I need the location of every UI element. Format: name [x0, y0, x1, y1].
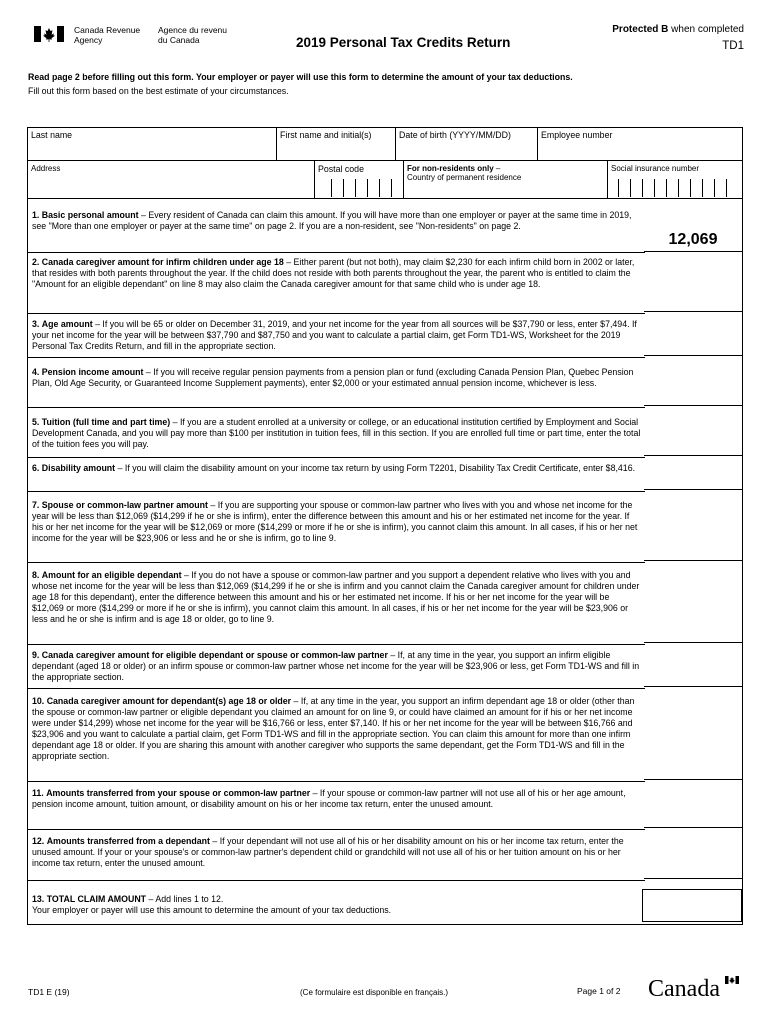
line-10-amount[interactable]	[644, 779, 742, 780]
line-9-amount[interactable]	[644, 686, 742, 687]
address-label: Address	[31, 164, 61, 173]
line-separator	[28, 407, 645, 408]
line-3: 3. Age amount – If you will be 65 or older on December 31, 2019, and your net income for the year from all sources will be $37,790 or less, enter $7,494. If your net income for the year will be between $37,790 and $87,750 and you want to calculate a partial claim, get Form TD1-WS, Worksheet for the 2019 Personal Tax Credits Return, and fill in the appropriate section.	[32, 319, 637, 351]
canada-wordmark: Canada	[648, 976, 720, 1002]
line-separator	[28, 491, 645, 492]
line-11: 11. Amounts transferred from your spouse or common-law partner – If your spouse or common-law partner will not use all of his or her age amount, pension income amount, tuition amount, or disability amount on his or her income tax return, enter the unused amount.	[32, 788, 626, 809]
wordmark-flag-icon	[725, 976, 739, 984]
line-10: 10. Canada caregiver amount for dependant(s) age 18 or older – If, at any time in the year, you support an infirm dependant age 18 or older (other than the spouse or common-law partner or eligible dependant you claimed an amount for on line 9, or could have claimed an amount for if his or her net income were under $14,299) whose net income for the year will be $16,766 or less, enter $7,140. If his or her net income for the year will be between $16,766 and $23,906 and you want to calculate a partial claim, get Form TD1-WS and fill in the appropriate section. You can claim this amount for more than one infirm dependant age 18 or older. If you are sharing this amount with another caregiver who supports the same dependant, get the Form TD1-WS and fill in the appropriate section.	[32, 696, 635, 761]
line-7-amount[interactable]	[644, 560, 742, 561]
sin-boxes	[618, 179, 738, 197]
country-label: Country of permanent residence	[407, 173, 522, 182]
page-number: Page 1 of 2	[577, 986, 621, 996]
protected-notice: Protected B when completed	[612, 24, 744, 35]
claim-lines-section	[27, 199, 743, 925]
line-3-amount[interactable]	[644, 355, 742, 356]
intro-line: Fill out this form based on the best estimate of your circumstances.	[28, 86, 289, 96]
form-identifier: TD1 E (19)	[28, 987, 70, 997]
postal-code-label: Postal code	[318, 164, 364, 174]
identification-section	[27, 127, 743, 199]
canada-flag-icon	[34, 26, 64, 42]
intro-line-bold: Read page 2 before filling out this form. Your employer or payer will use this form to determine the amount of your tax deductions.	[28, 72, 573, 82]
line-separator	[28, 252, 645, 253]
first-name-field[interactable]	[277, 128, 396, 160]
line-separator	[28, 644, 645, 645]
agency-name-english: Canada Revenue Agency	[74, 25, 141, 45]
line-12-amount[interactable]	[644, 878, 742, 879]
line-12: 12. Amounts transferred from a dependant – If your dependant will not use all of his or her disability amount on his or her income tax return, enter the unused amount. If your or your spouse's or common-law partner's dependent child or grandchild will not use all of his or her tuition amount on his or her income tax return, enter the unused amount.	[32, 836, 624, 868]
line-5-amount[interactable]	[644, 455, 742, 456]
form-header	[34, 22, 744, 52]
intro-instructions	[28, 70, 748, 98]
line-4-amount[interactable]	[644, 405, 742, 406]
line-5: 5. Tuition (full time and part time) – If you are a student enrolled at a university or college, or an educational institution certified by Employment and Social Development Canada, and you will pay more than $100 per institution in tuition fees, fill in this section. If you are enrolled full time or part time, enter the total of the tuition fees you will pay.	[32, 417, 641, 449]
sin-label: Social insurance number	[611, 164, 700, 173]
form-code: TD1	[722, 40, 744, 52]
last-name-field[interactable]	[28, 128, 277, 160]
line-4: 4. Pension income amount – If you will receive regular pension payments from a pension plan or fund (excluding Canada Pension Plan, Quebec Pension Plan, Old Age Security, or Guaranteed Income Supplement payments), enter $2,000 or your estimated annual pension income, whichever is less.	[32, 367, 634, 388]
postal-code-field[interactable]	[314, 161, 403, 198]
line-separator	[28, 313, 645, 314]
agency-name-french: Agence du revenu du Canada	[158, 25, 227, 45]
first-name-label: First name and initial(s)	[280, 130, 372, 140]
french-availability-note: (Ce formulaire est disponible en français.)	[300, 988, 449, 997]
line-2-amount[interactable]	[644, 311, 742, 312]
total-claim-amount-box[interactable]	[642, 889, 742, 922]
line-9: 9. Canada caregiver amount for eligible dependant or spouse or common-law partner – If, at any time in the year, you support an infirm eligible dependant (aged 18 or older) or an infirm spouse or common-law partner whose net income for the year will be $23,906 or less, get Form TD1-WS and fill in the appropriate section.	[32, 650, 640, 682]
last-name-label: Last name	[31, 130, 73, 140]
line-separator	[28, 829, 645, 830]
address-field[interactable]	[28, 161, 314, 198]
section-bottom-border	[28, 924, 742, 925]
line-separator	[28, 880, 645, 881]
line-separator	[28, 688, 645, 689]
line-1-amount[interactable]: 12,069	[668, 231, 718, 248]
line-2: 2. Canada caregiver amount for infirm children under age 18 – Either parent (but not both), may claim $2,230 for each infirm child born in 2002 or later, that resides with both parents throughout the year. If the child does not reside with both parents throughout the year, the parent who is entitled to claim the "Amount for an eligible dependant" on line 8 may also claim the Canada caregiver amount for that same child who is under age 18.	[32, 257, 635, 289]
date-of-birth-field[interactable]	[396, 128, 538, 160]
form-title: 2019 Personal Tax Credits Return	[296, 35, 511, 50]
line-separator	[28, 781, 645, 782]
line-separator	[28, 562, 645, 563]
line-separator	[28, 457, 645, 458]
dob-label: Date of birth (YYYY/MM/DD)	[399, 130, 511, 140]
line-6: 6. Disability amount – If you will claim the disability amount on your income tax return by using Form T2201, Disability Tax Credit Certificate, enter $8,416.	[32, 463, 636, 473]
line-8-amount[interactable]	[644, 642, 742, 643]
line-1: 1. Basic personal amount – Every resident of Canada can claim this amount. If you will have more than one employer or payer at the same time in 2019, see "More than one employer or payer at the same time" on page 2. If you are a non-resident, see "Non-residents" on page 2.	[32, 210, 632, 231]
line-separator	[28, 357, 645, 358]
line-7: 7. Spouse or common-law partner amount – If you are supporting your spouse or common-law partner who lives with you and whose net income for the year will be less than $12,069 ($14,299 if he or she is infirm), enter the difference between this amount and his or her estimated net income for the year. If his or her net income for the year will be $12,069 or more ($14,299 or more if he or she is infirm), you cannot claim this amount. In all cases, if his or her net income for the year will be $23,906 or less and he or she is infirm, go to line 9.	[32, 500, 638, 543]
non-residents-label: For non-residents only –	[407, 164, 501, 173]
postal-code-boxes	[331, 179, 403, 197]
employee-number-label: Employee number	[541, 130, 613, 140]
employee-number-field[interactable]	[538, 128, 743, 160]
sin-field[interactable]	[607, 161, 743, 198]
line-13-total: 13. TOTAL CLAIM AMOUNT – Add lines 1 to 12. Your employer or payer will use this amount to determine the amount of your tax deductions.	[32, 894, 392, 915]
line-6-amount[interactable]	[644, 489, 742, 490]
line-11-amount[interactable]	[644, 827, 742, 828]
non-resident-country-field[interactable]	[403, 161, 607, 198]
line-8: 8. Amount for an eligible dependant – If you do not have a spouse or common-law partner and you support a dependent relative who lives with you and whose net income for the year will be less than $12,069 ($14,299 if he or she is infirm and you cannot claim the Canada caregiver amount for children under age 18 for this dependant), enter the difference between this amount and his or her estimated net income. If his or her net income for the year will be $12,069 or more ($14,299 or more if he or she is infirm), you cannot claim this amount. In all cases, if his or her net income for the year will be $23,906 or less and he or she is infirm and is age 18 or older, go to line 9.	[32, 570, 640, 624]
line-1-amount-underline	[644, 251, 742, 252]
